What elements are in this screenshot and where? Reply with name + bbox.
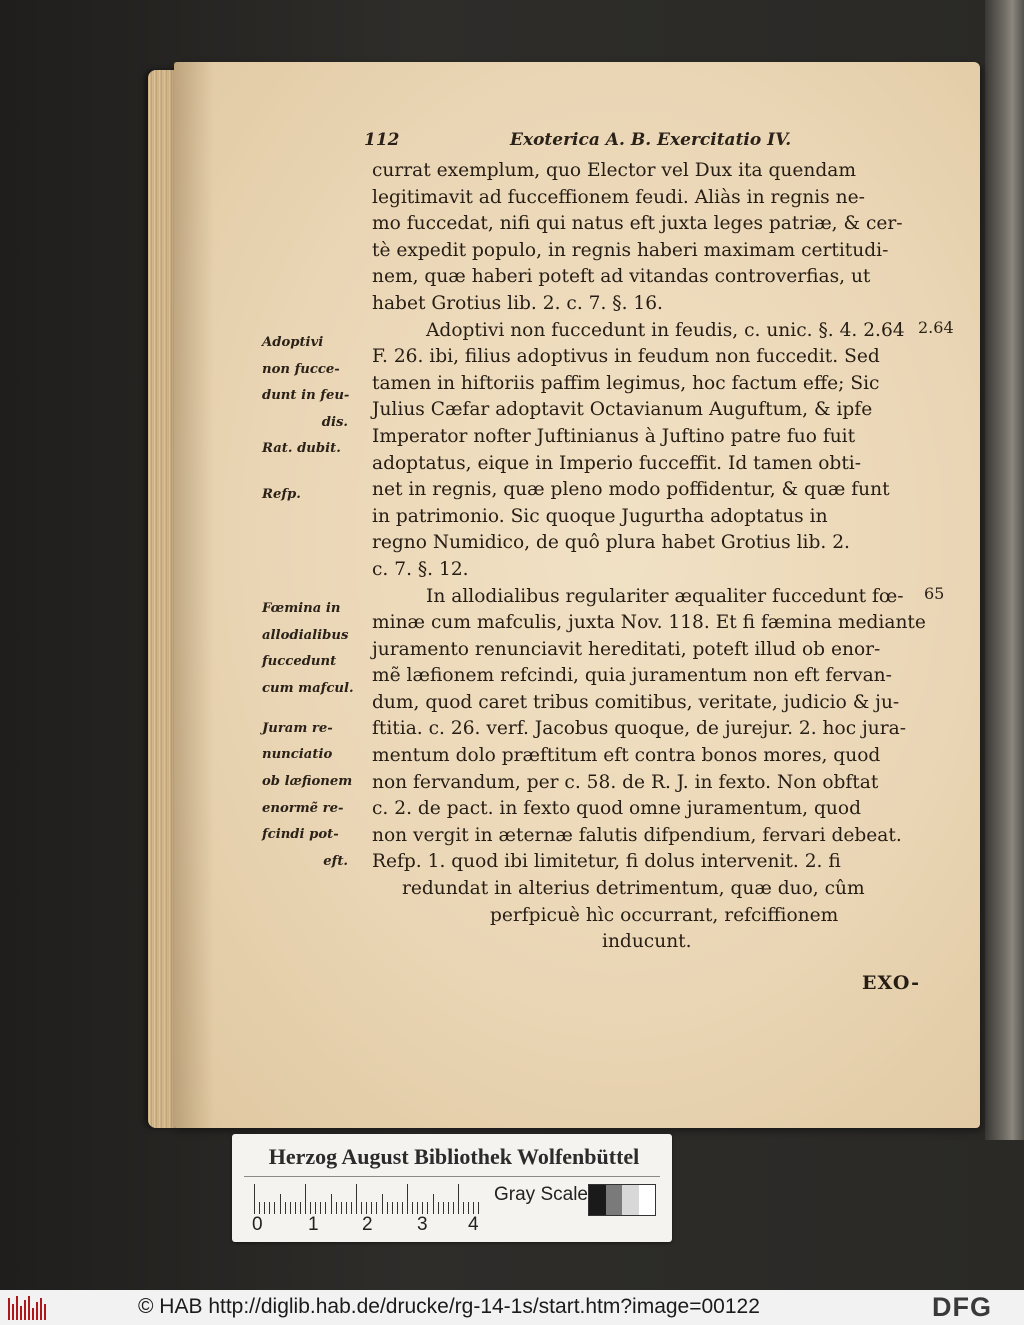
ruler-tick — [397, 1202, 398, 1214]
ruler-label-3: 3 — [417, 1214, 428, 1235]
ruler-tick — [427, 1202, 428, 1214]
margin-note: dunt in feu- — [262, 388, 350, 404]
ruler-tick — [336, 1202, 337, 1214]
gray-swatch — [622, 1185, 639, 1215]
hab-logo-bar — [36, 1302, 38, 1320]
ruler-tick — [433, 1194, 434, 1214]
text-line: adoptatus, eique in Imperio fucceffit. Id tamen obti- — [372, 452, 862, 474]
ruler-tick — [361, 1202, 362, 1214]
text-line: Refp. 1. quod ibi limitetur, fi dolus intervenit. 2. fi — [372, 851, 841, 873]
ruler-label-4: 4 — [468, 1214, 479, 1235]
text-line: Julius Cæfar adoptavit Octavianum Auguftum, & ipfe — [372, 399, 873, 421]
margin-note: Rat. dubit. — [262, 441, 341, 457]
text-line: mentum dolo præftitum eft contra bonos mores, quod — [372, 745, 881, 767]
text-line: non vergit in æternæ falutis difpendium, fervari debeat. — [372, 824, 902, 846]
hab-logo-bar — [20, 1306, 22, 1320]
ruler-label-0: 0 — [252, 1214, 263, 1235]
ruler-tick — [422, 1202, 423, 1214]
ruler-label-1: 1 — [308, 1214, 319, 1235]
dfg-logo: DFG — [932, 1292, 992, 1322]
ruler-tick — [382, 1194, 383, 1214]
ruler-tick — [325, 1202, 326, 1214]
ruler-tick — [438, 1202, 439, 1214]
ruler-tick — [331, 1194, 332, 1214]
text-line: Adoptivi non fuccedunt in feudis, c. unic. §. 4. 2.64 — [426, 319, 905, 341]
text-line: legitimavit ad fucceffionem feudi. Aliàs in regnis ne- — [372, 186, 865, 208]
running-header — [364, 130, 834, 154]
text-line: non fervandum, per c. 58. de R. J. in fexto. Non obftat — [372, 771, 879, 793]
library-name: Herzog August Bibliothek Wolfenbüttel — [268, 1144, 640, 1169]
text-line: In allodialibus regulariter æqualiter fuccedunt fœ- — [426, 585, 904, 607]
margin-note: ob læfionem — [262, 773, 353, 789]
margin-note: fcindi pot- — [262, 827, 339, 843]
book-board-edge — [985, 0, 1024, 1140]
text-line: habet Grotius lib. 2. c. 7. §. 16. — [372, 292, 663, 314]
gutter-shadow — [174, 62, 214, 1128]
ruler-tick — [478, 1202, 479, 1214]
folio-mark-1: 2.64 — [918, 318, 954, 337]
ruler-tick — [371, 1202, 372, 1214]
scale-ruler — [254, 1184, 484, 1214]
text-line: c. 2. de pact. in fexto quod omne juramentum, quod — [372, 798, 861, 820]
library-card — [232, 1134, 672, 1242]
text-line: tè expedit populo, in regnis haberi maximam certitudi- — [372, 239, 889, 261]
margin-note: dis. — [321, 414, 348, 430]
ruler-tick — [320, 1202, 321, 1214]
text-line: minæ cum mafculis, juxta Nov. 118. Et fi fæmina mediante — [372, 612, 926, 634]
text-line: currat exemplum, quo Elector vel Dux ita quendam — [372, 160, 856, 181]
ruler-tick — [346, 1202, 347, 1214]
margin-note: Refp. — [262, 486, 301, 502]
text-line: perfpicuè hìc occurrant, refciffionem — [490, 904, 839, 926]
text-line: juramento renunciavit hereditati, poteft illud ob enor- — [372, 638, 881, 660]
hab-logo-bar — [44, 1304, 46, 1320]
text-line: c. 7. §. 12. — [372, 558, 469, 580]
margin-note: non fucce- — [262, 361, 340, 377]
ruler-tick — [448, 1202, 449, 1214]
text-line: F. 26. ibi, filius adoptivus in feudum non fuccedit. Sed — [372, 346, 880, 368]
text-line: nem, quæ haberi poteft ad vitandas controverfias, ut — [372, 266, 871, 288]
ruler-tick — [417, 1202, 418, 1214]
margin-note: Juram re- — [262, 720, 333, 736]
hab-logo-bar — [16, 1296, 18, 1320]
margin-note: enormẽ re- — [262, 800, 344, 816]
hab-logo-bar — [24, 1300, 26, 1320]
margin-note: fuccedunt — [262, 654, 337, 670]
text-line: mẽ læfionem refcindi, quia juramentum non eft fervan- — [372, 665, 892, 687]
ruler-tick — [310, 1202, 311, 1214]
hab-logo-icon — [8, 1296, 48, 1320]
text-line: Imperator nofter Juftinianus à Juftino patre fuo fuit — [372, 425, 856, 447]
gray-swatch — [589, 1185, 606, 1215]
ruler-tick — [300, 1202, 301, 1214]
text-line: dum, quod caret tribus comitibus, veritate, judicio & ju- — [372, 691, 900, 713]
gray-scale-label: Gray Scale — [494, 1184, 588, 1205]
ruler-tick — [274, 1202, 275, 1214]
text-line: inducunt. — [602, 931, 692, 953]
ruler-tick — [264, 1202, 265, 1214]
margin-note: cum mafcul. — [262, 680, 354, 696]
hab-logo-bar — [12, 1304, 14, 1320]
gray-scale-swatches — [588, 1184, 656, 1216]
ruler-tick — [387, 1202, 388, 1214]
hab-logo-bar — [8, 1298, 10, 1320]
margin-note: nunciatio — [262, 747, 333, 763]
gray-swatch — [639, 1185, 656, 1215]
text-line: mo fuccedat, nifi qui natus eft juxta leges patriæ, & cer- — [372, 213, 903, 235]
ruler-tick — [407, 1184, 408, 1214]
margin-note: Adoptivi — [262, 335, 324, 350]
hab-logo-bar — [40, 1298, 42, 1320]
ruler-tick — [458, 1184, 459, 1214]
ruler-tick — [285, 1202, 286, 1214]
catchword: EXO- — [862, 972, 921, 994]
folio-mark-2: 65 — [924, 584, 945, 603]
ruler-tick — [412, 1202, 413, 1214]
ruler-tick — [341, 1202, 342, 1214]
text-line: regno Numidico, de quô plura habet Grotius lib. 2. — [372, 532, 850, 554]
ruler-tick — [351, 1202, 352, 1214]
margin-note: Fœmina in — [262, 601, 341, 616]
ruler-tick — [468, 1202, 469, 1214]
ruler-tick — [473, 1202, 474, 1214]
ruler-tick — [254, 1184, 255, 1214]
ruler-tick — [463, 1202, 464, 1214]
ruler-tick — [305, 1184, 306, 1214]
ruler-tick — [453, 1202, 454, 1214]
ruler-tick — [290, 1202, 291, 1214]
gray-swatch — [606, 1185, 623, 1215]
hab-logo-bar — [28, 1296, 30, 1320]
card-divider — [244, 1176, 660, 1177]
ruler-tick — [392, 1202, 393, 1214]
ruler-tick — [402, 1202, 403, 1214]
hab-logo-bar — [32, 1308, 34, 1320]
footer-url[interactable]: © HAB http://diglib.hab.de/drucke/rg-14-1s/start.htm?image=00122 — [138, 1295, 760, 1318]
margin-note: allodialibus — [262, 627, 349, 643]
text-line: net in regnis, quæ pleno modo poffidentur, & quæ funt — [372, 479, 890, 501]
text-line: tamen in hiftoriis paffim legimus, hoc factum effe; Sic — [372, 372, 880, 394]
text-line: in patrimonio. Sic quoque Jugurtha adoptatus in — [372, 505, 828, 527]
ruler-label-2: 2 — [362, 1214, 373, 1235]
ruler-tick — [443, 1202, 444, 1214]
ruler-tick — [259, 1202, 260, 1214]
main-text-block — [372, 158, 952, 956]
margin-note: eft. — [323, 853, 348, 869]
ruler-tick — [315, 1202, 316, 1214]
ruler-tick — [366, 1202, 367, 1214]
text-line: redundat in alterius detrimentum, quæ duo, cûm — [402, 878, 865, 900]
ruler-tick — [280, 1194, 281, 1214]
footer-bar — [0, 1290, 1024, 1325]
ruler-tick — [356, 1184, 357, 1214]
text-line: ftitia. c. 26. verf. Jacobus quoque, de jurejur. 2. hoc jura- — [372, 718, 907, 740]
ruler-tick — [376, 1202, 377, 1214]
page-number: 112 — [364, 130, 400, 150]
ruler-tick — [295, 1202, 296, 1214]
running-head-title: Exoterica A. B. Exercitatio IV. — [510, 130, 792, 150]
ruler-tick — [269, 1202, 270, 1214]
